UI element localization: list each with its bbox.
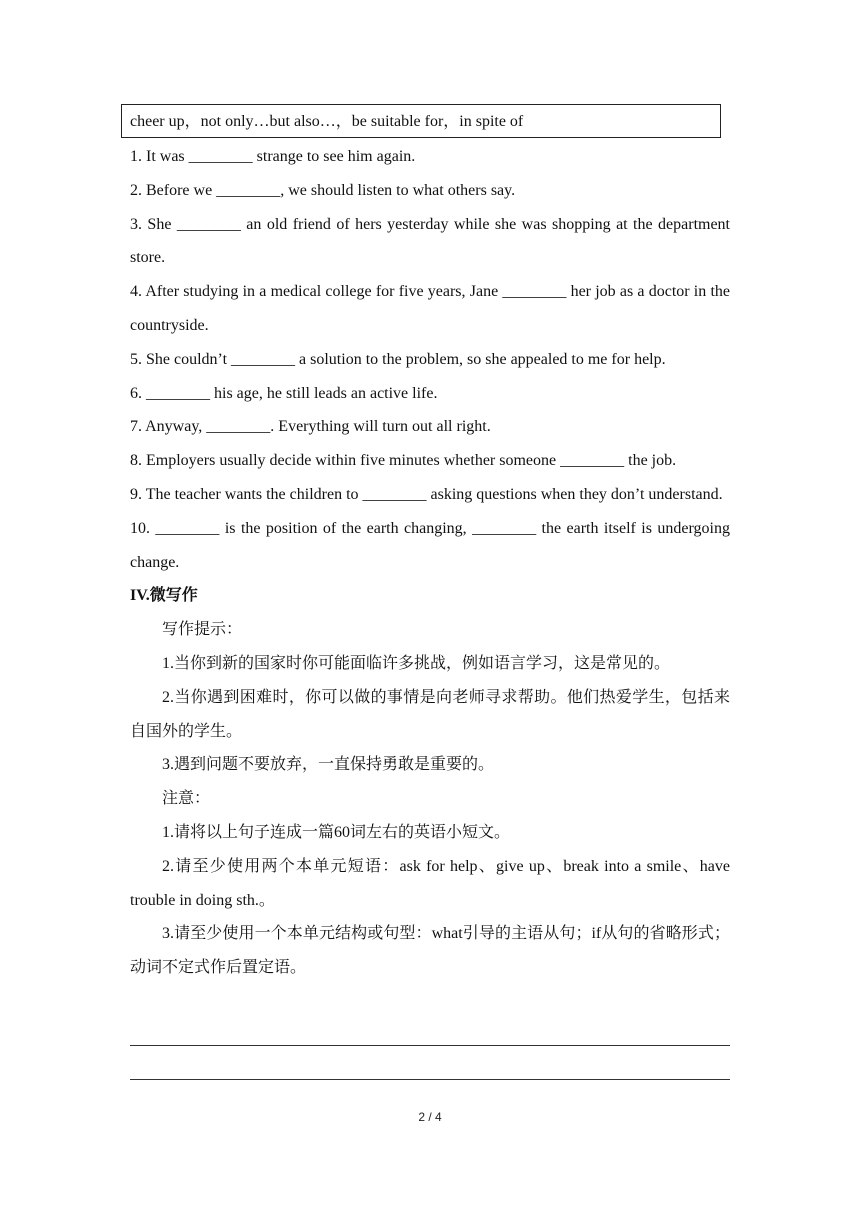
question-5: 5. She couldn’t ________ a solution to the problem, so she appealed to me for help. — [130, 350, 666, 368]
question-1: 1. It was ________ strange to see him again. — [130, 148, 416, 165]
tip-3: 3.遇到问题不要放弃，一直保持勇敢是重要的。 — [162, 756, 495, 774]
question-4: 4. After studying in a medical college for five years, Jane ________ her job as a doctor in the countryside. — [130, 283, 730, 334]
question-2: 2. Before we ________, we should listen to what others say. — [130, 181, 516, 199]
question-9: 9. The teacher wants the children to ________ asking questions when they don’t understand. — [130, 485, 723, 503]
tip-2: 2.当你遇到困难时，你可以做的事情是向老师寻求帮助。他们热爱学生，包括来自国外的学生。 — [130, 688, 730, 740]
note-3: 3.请至少使用一个本单元结构或句型：what引导的主语从句；if从句的省略形式；动词不定式作后置定语。 — [130, 925, 730, 977]
writing-area[interactable] — [130, 1012, 730, 1080]
question-8: 8. Employers usually decide within five minutes whether someone ________ the job. — [130, 452, 677, 470]
writing-line[interactable] — [130, 1046, 730, 1080]
tips-heading: 写作提示： — [162, 621, 243, 639]
question-3: 3. She ________ an old friend of hers yesterday while she was shopping at the department store. — [130, 215, 730, 267]
tip-1: 1.当你到新的国家时你可能面临许多挑战，例如语言学习，这是常见的。 — [162, 654, 671, 672]
question-7: 7. Anyway, ________. Everything will turn out all right. — [130, 418, 491, 436]
note-1: 1.请将以上句子连成一篇60词左右的英语小短文。 — [162, 823, 511, 841]
question-6: 6. ________ his age, he still leads an active life. — [130, 384, 438, 402]
phrase-box: cheer up，not only…but also…，be suitable for，in spite of — [121, 104, 721, 138]
notes-heading: 注意： — [162, 790, 211, 808]
writing-line[interactable] — [130, 1012, 730, 1046]
section-title: IV.微写作 — [130, 587, 198, 605]
exercise-content — [130, 140, 730, 985]
page-number: 2 / 4 — [418, 1110, 442, 1124]
question-10: 10. ________ is the position of the earth changing, ________ the earth itself is undergoing change. — [130, 519, 730, 571]
note-2: 2.请至少使用两个本单元短语：ask for help、give up、break into a smile、have trouble in doing sth.。 — [130, 857, 730, 909]
